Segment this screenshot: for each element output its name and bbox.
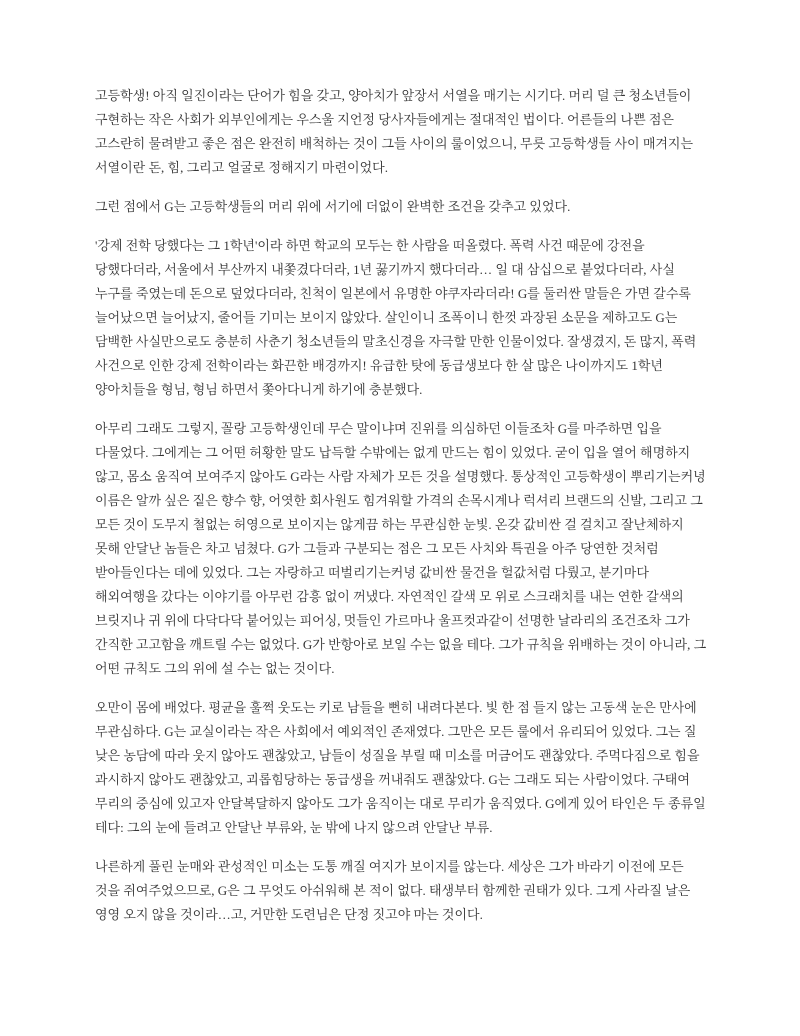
- paragraph-2: 그런 점에서 G는 고등학생들의 머리 위에 서기에 더없이 완벽한 조건을 갖추고 있었다.: [95, 199, 571, 214]
- paragraph-4: 아무리 그래도 그렇지, 꼴랑 고등학생인데 무슨 말이냐며 진위를 의심하던 이들조차 G를 마주하면 입을 다물었다. 그에게는 그 어떤 허황한 말도 납득할 수밖에는 없게 만드는 힘이 있었다. 굳이 입을 열어 해명하지 않고, 몸소 움직여 보여주지 않아도 G라는 사람 자체가 모든 것을 설명했다. 통상적인 고등학생이 뿌리기는커녕 이름은 알까 싶은 짙은 향수 향, 어엿한 회사원도 힘겨워할 가격의 손목시계나 럭셔리 브랜드의 신발, 그리고 그 모든 것이 도무지 철없는 허영으로 보이지는 않게끔 하는 무관심한 눈빛. 온갖 값비싼 걸 걸치고 잘난체하지 못해 안달난 놈들은 차고 넘쳤다. G가 그들과 구분되는 점은 그 모든 사치와 특권을 아주 당연한 것처럼 받아들인다는 데에 있었다. 그는 자랑하고 떠벌리기는커녕 값비싼 물건을 헐값처럼 다뤘고, 분기마다 해외여행을 갔다는 이야기를 아무런 감흥 없이 꺼냈다. 자연적인 갈색 모 위로 스크래치를 내는 연한 갈색의 브릿지나 귀 위에 다닥다닥 붙어있는 피어싱, 멋들인 가르마나 울프컷과같이 선명한 날라리의 조건조차 그가 간직한 고고함을 깨트릴 수는 없었다. G가 반항아로 보일 수는 없을 테다. 그가 규칙을 위배하는 것이 아니라, 그 어떤 규칙도 그의 위에 설 수는 없는 것이다.: [95, 421, 707, 676]
- paragraph-1: 고등학생! 아직 일진이라는 단어가 힘을 갖고, 양아치가 앞장서 서열을 매기는 시기다. 머리 덜 큰 청소년들이 구현하는 작은 사회가 외부인에게는 우스울 지언정 당사자들에게는 절대적인 법이다. 어른들의 나쁜 점은 고스란히 물려받고 좋은 점은 완전히 배척하는 것이 그들 사이의 룰이었으니, 무릇 고등학생들 사이 매겨지는 서열이란 돈, 힘, 그리고 얼굴로 정해지기 마련이었다.: [95, 88, 694, 175]
- paragraph-5: 오만이 몸에 배었다. 평균을 훌쩍 웃도는 키로 남들을 뻔히 내려다본다. 빛 한 점 들지 않는 고동색 눈은 만사에 무관심하다. G는 교실이라는 작은 사회에서 예외적인 존재였다. 그만은 모든 룰에서 유리되어 있었다. 그는 질 낮은 농담에 따라 웃지 않아도 괜찮았고, 남들이 성질을 부릴 때 미소를 머금어도 괜찮았다. 주먹다짐으로 힘을 과시하지 않아도 괜찮았고, 괴롭힘당하는 동급생을 꺼내줘도 괜찮았다. G는 그래도 되는 사람이었다. 구태여 무리의 중심에 있고자 안달복달하지 않아도 그가 움직이는 대로 무리가 움직였다. G에게 있어 타인은 두 종류일 테다: 그의 눈에 들려고 안달난 부류와, 눈 밖에 나지 않으려 안달난 부류.: [95, 700, 706, 835]
- paragraph-3: '강제 전학 당했다는 그 1학년'이라 하면 학교의 모두는 한 사람을 떠올렸다. 폭력 사건 때문에 강전을 당했다더라, 서울에서 부산까지 내쫓겼다더라, 1년 꿇기까지 했다더라… 일 대 삼십으로 붙었다더라, 사실 누구를 죽였는데 돈으로 덮었다더라, 친척이 일본에서 유명한 야쿠자라더라! G를 둘러싼 말들은 가면 갈수록 늘어났으면 늘어났지, 줄어들 기미는 보이지 않았다. 살인이니 조폭이니 한껏 과장된 소문을 제하고도 G는 담백한 사실만으로도 충분히 사춘기 청소년들의 말초신경을 자극할 만한 인물이었다. 잘생겼지, 돈 많지, 폭력 사건으로 인한 강제 전학이라는 화끈한 배경까지! 유급한 탓에 동급생보다 한 살 많은 나이까지도 1학년 양아치들을 형님, 형님 하면서 쫓아다니게 하기에 충분했다.: [95, 238, 697, 397]
- paragraph-6: 나른하게 풀린 눈매와 관성적인 미소는 도통 깨질 여지가 보이지를 않는다. 세상은 그가 바라기 이전에 모든 것을 쥐여주었으므로, G은 그 무엇도 아쉬워해 본 적이 없다. 태생부터 함께한 권태가 있다. 그게 사라질 날은 영영 오지 않을 것이라…고, 거만한 도련님은 단정 짓고야 마는 것이다.: [95, 859, 691, 922]
- story-text-body: [95, 84, 711, 927]
